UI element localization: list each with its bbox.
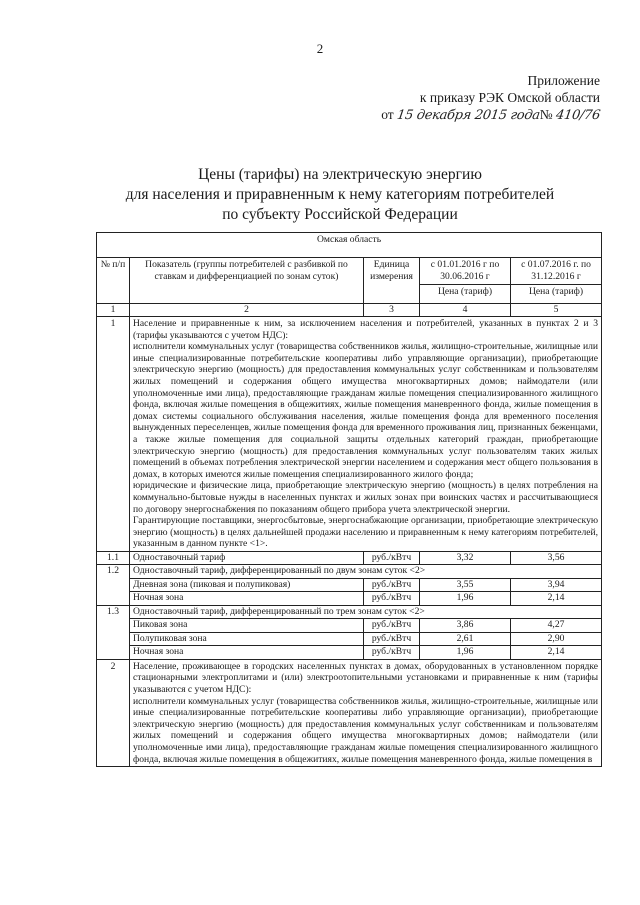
section-paragraph: Гарантирующие поставщики, энергосбытовые, энергоснабжающие организации, приобретающие электрическую энергию (мощность) в целях дальнейшей продажи населению и приравненным к нему категориям потребителей, указанным в данном пункте <1>. bbox=[133, 515, 599, 550]
period2-label: с 01.07.2016 г. по 31.12.2016 г bbox=[521, 259, 591, 282]
section-paragraph: исполнители коммунальных услуг (товарищества собственников жилья, жилищно-строительные, жилищные или иные специализированные потребительские кооперативы либо управляющие организации), приобретающие электрическую энергию (мощность) для предоставления коммунальных услуг собственникам и пользователям жилых помещений и содержания общего имущества многоквартирных домов; наймодатели (или уполномоченные ими лица), предоставляющие гражданам жилые помещения специализированного жилищного фонда, включая жилые помещения в общежитиях, жилые помещения маневренного фонда, жилые помещения в bbox=[133, 695, 599, 765]
tariff-row bbox=[97, 551, 602, 565]
title-line: по субъекту Российской Федерации bbox=[222, 206, 458, 223]
number-sign: № bbox=[539, 107, 553, 122]
colnum: 5 bbox=[511, 304, 602, 317]
tariff-row bbox=[97, 592, 602, 606]
handwritten-date: 15 декабря 2015 года bbox=[396, 108, 541, 123]
price-h2: 2,14 bbox=[511, 592, 602, 606]
header-period2 bbox=[511, 258, 602, 304]
section-paragraph: исполнители коммунальных услуг (товарищества собственников жилья, жилищно-строительные, жилищные или иные специализированные потребительские кооперативы либо управляющие организации), приобретающие электрическую энергию (мощность) для предоставления коммунальных услуг собственникам и пользователям жилых помещений и содержания общего имущества многоквартирных домов; наймодатели (или уполномоченные ими лица), предоставляющие гражданам жилые помещения специализированного жилищного фонда, включая жилые помещения в общежитиях, жилые помещения маневренного фонда, жилые помещения в домах системы социального обслуживания населения, жилые помещения фонда для временного поселения вынужденных переселенцев, жилые помещения фонда для временного проживания лиц, признанных беженцами, а также жилые помещения для социальной защиты отдельных категорий граждан, приобретающие электрическую энергию (мощность) для предоставления коммунальных услуг пользователям таких жилых помещений в объемах потребления электрической энергии населением и содержания мест общего пользования в домах, в которых имеются жилые помещения специализированного жилого фонда; bbox=[133, 341, 599, 480]
section-paragraph: Население и приравненные к ним, за исключением населения и потребителей, указанных в пунктах 2 и 3 (тарифы указываются с учетом НДС): bbox=[133, 318, 599, 341]
column-number-row bbox=[97, 304, 602, 317]
price-h2: 2,90 bbox=[511, 632, 602, 646]
tariff-group-row bbox=[97, 605, 602, 619]
title-line: для населения и приравненным к нему категориям потребителей bbox=[125, 186, 555, 203]
region-row bbox=[97, 233, 602, 258]
colnum: 2 bbox=[130, 304, 364, 317]
price-h2: 2,14 bbox=[511, 646, 602, 660]
row-unit: руб./кВтч bbox=[364, 646, 420, 660]
tariff-group-row bbox=[97, 565, 602, 579]
handwritten-number: 410/76 bbox=[555, 108, 602, 123]
appendix-date-line bbox=[381, 106, 600, 124]
price-h2: 3,94 bbox=[511, 578, 602, 592]
row-label: Одноставочный тариф, дифференцированный по трем зонам суток <2> bbox=[130, 605, 602, 619]
tariff-row bbox=[97, 632, 602, 646]
price-h1: 3,55 bbox=[420, 578, 511, 592]
section-paragraph: Население, проживающее в городских населенных пунктах в домах, оборудованных в установленном порядке стационарными электроплитами и (или) электроотопительными установками и приравненные к ним (тарифы указываются с учетом НДС): bbox=[133, 660, 599, 696]
colnum: 4 bbox=[420, 304, 511, 317]
zone-label: Ночная зона bbox=[130, 646, 364, 660]
from-label: от bbox=[381, 107, 394, 122]
section-number: 2 bbox=[97, 659, 130, 766]
header-indicator: Показатель (группы потребителей с разбивкой по ставкам и дифференциацией по зонам суток) bbox=[130, 258, 364, 304]
appendix-order: к приказу РЭК Омской области bbox=[419, 90, 600, 105]
row-label: Одноставочный тариф bbox=[130, 551, 364, 565]
row-unit: руб./кВтч bbox=[364, 632, 420, 646]
price-h1: 1,96 bbox=[420, 592, 511, 606]
zone-label: Дневная зона (пиковая и полупиковая) bbox=[130, 578, 364, 592]
page-number: 2 bbox=[316, 41, 324, 56]
region-cell: Омская область bbox=[97, 233, 602, 258]
section-number: 1 bbox=[97, 317, 130, 552]
price-h2: 4,27 bbox=[511, 619, 602, 633]
title-line: Цены (тарифы) на электрическую энергию bbox=[198, 166, 482, 183]
price-h1: 2,61 bbox=[420, 632, 511, 646]
zone-label: Ночная зона bbox=[130, 592, 364, 606]
row-unit: руб./кВтч bbox=[364, 592, 420, 606]
price-label: Цена (тариф) bbox=[420, 284, 510, 298]
header-unit: Единица измерения bbox=[364, 258, 420, 304]
section-row bbox=[97, 317, 602, 552]
zone-label: Полупиковая зона bbox=[130, 632, 364, 646]
price-h1: 1,96 bbox=[420, 646, 511, 660]
document-title bbox=[60, 165, 620, 225]
tariff-row bbox=[97, 646, 602, 660]
row-label: Одноставочный тариф, дифференцированный по двум зонам суток <2> bbox=[130, 565, 602, 579]
colnum: 3 bbox=[364, 304, 420, 317]
row-unit: руб./кВтч bbox=[364, 551, 420, 565]
price-h1: 3,86 bbox=[420, 619, 511, 633]
tariff-row bbox=[97, 578, 602, 592]
header-num: № п/п bbox=[97, 258, 130, 304]
section-paragraph: юридические и физические лица, приобретающие электрическую энергию (мощность) в целях потребления на коммунально-бытовые нужды в населенных пунктах и жилых зонах при воинских частях и рассчитывающиеся по договору энергоснабжения по показаниям общего прибора учета электрической энергии. bbox=[133, 480, 599, 515]
colnum: 1 bbox=[97, 304, 130, 317]
tariff-row bbox=[97, 619, 602, 633]
section-description bbox=[130, 317, 602, 552]
row-unit: руб./кВтч bbox=[364, 578, 420, 592]
price-h1: 3,32 bbox=[420, 551, 511, 565]
zone-label: Пиковая зона bbox=[130, 619, 364, 633]
row-number: 1.3 bbox=[97, 605, 130, 659]
row-number: 1.1 bbox=[97, 551, 130, 565]
price-label: Цена (тариф) bbox=[511, 284, 601, 298]
appendix-header bbox=[381, 72, 600, 124]
header-row bbox=[97, 258, 602, 304]
period1-label: с 01.01.2016 г по 30.06.2016 г bbox=[430, 259, 500, 282]
row-number: 1.2 bbox=[97, 565, 130, 606]
section-row bbox=[97, 659, 602, 766]
tariff-table bbox=[96, 232, 602, 767]
section-description bbox=[130, 659, 602, 766]
header-period1 bbox=[420, 258, 511, 304]
appendix-title: Приложение bbox=[527, 73, 600, 88]
row-unit: руб./кВтч bbox=[364, 619, 420, 633]
price-h2: 3,56 bbox=[511, 551, 602, 565]
